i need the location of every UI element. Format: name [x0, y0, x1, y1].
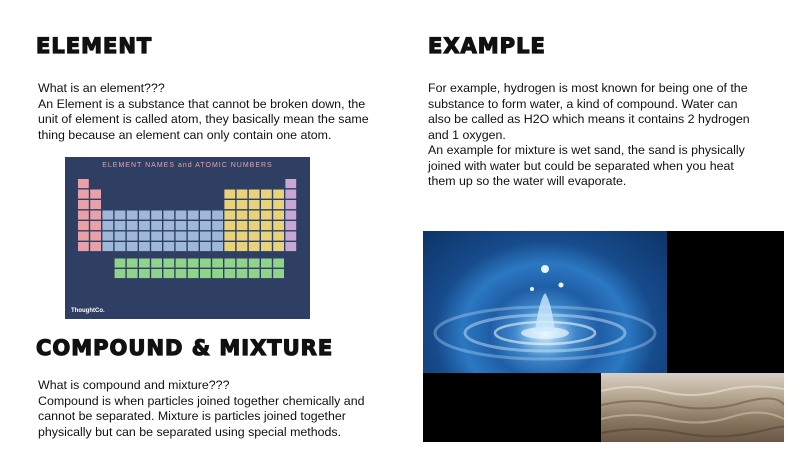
element-cell	[78, 242, 89, 251]
element-cell	[127, 232, 138, 241]
element-cell	[176, 232, 187, 241]
element-cell	[163, 221, 174, 230]
element-cell	[139, 221, 150, 230]
element-cell	[249, 232, 260, 241]
element-cell	[200, 211, 211, 220]
element-cell	[115, 221, 126, 230]
element-cell	[151, 242, 162, 251]
element-cell	[261, 242, 272, 251]
element-cell	[188, 221, 199, 230]
element-cell	[273, 190, 284, 199]
element-cell	[151, 221, 162, 230]
element-cell	[285, 221, 296, 230]
element-cell	[102, 211, 113, 220]
element-cell	[176, 211, 187, 220]
element-cell	[188, 211, 199, 220]
example-text-line: them up so the water will evaporate.	[428, 174, 627, 188]
element-cell	[115, 232, 126, 241]
element-cell	[151, 232, 162, 241]
element-cell	[261, 200, 272, 209]
example-text-line: joined with water but could be separated when you heat	[428, 158, 734, 173]
element-cell	[273, 200, 284, 209]
element-cell	[176, 242, 187, 251]
element-cell	[102, 242, 113, 251]
element-cell	[273, 232, 284, 241]
element-text-line: An Element is a substance that cannot be broken down, the	[38, 96, 366, 111]
element-cell	[163, 259, 174, 268]
element-cell	[163, 242, 174, 251]
element-cell	[285, 232, 296, 241]
element-cell	[151, 269, 162, 278]
compound-question: What is compound and mixture???	[38, 378, 230, 392]
element-cell	[237, 200, 248, 209]
element-cell	[261, 190, 272, 199]
element-cell	[212, 259, 223, 268]
water-splash-image	[423, 231, 667, 373]
element-cell	[273, 269, 284, 278]
example-heading: EXAMPLE	[428, 34, 546, 58]
element-cell	[261, 269, 272, 278]
element-cell	[188, 242, 199, 251]
element-cell	[249, 190, 260, 199]
element-cell	[273, 242, 284, 251]
element-question: What is an element???	[38, 81, 165, 95]
black-panel	[423, 373, 601, 442]
compound-text-line: Compound is when particles joined together chemically and	[38, 393, 365, 408]
element-cell	[151, 259, 162, 268]
element-cell	[163, 232, 174, 241]
element-cell	[261, 232, 272, 241]
element-cell	[78, 211, 89, 220]
element-heading: ELEMENT	[36, 34, 153, 58]
element-cell	[261, 221, 272, 230]
example-text-line: substance to form water, a kind of compound. Water can	[428, 96, 738, 111]
sand-ripples	[601, 373, 784, 442]
element-cell	[176, 221, 187, 230]
element-cell	[224, 242, 235, 251]
element-cell	[224, 200, 235, 209]
element-cell	[78, 200, 89, 209]
element-cell	[212, 211, 223, 220]
element-cell	[139, 259, 150, 268]
element-cell	[102, 221, 113, 230]
element-cell	[127, 242, 138, 251]
black-panel	[667, 231, 784, 373]
element-cell	[261, 211, 272, 220]
example-text-line: An example for mixture is wet sand, the sand is physically	[428, 143, 745, 157]
element-cell	[90, 211, 101, 220]
element-cell	[273, 211, 284, 220]
element-cell	[224, 221, 235, 230]
element-cell	[237, 269, 248, 278]
element-cell	[163, 269, 174, 278]
element-cell	[102, 232, 113, 241]
element-cell	[127, 269, 138, 278]
element-cell	[200, 259, 211, 268]
example-text-line: For example, hydrogen is most known for being one of the	[428, 81, 748, 95]
wet-sand-image	[601, 373, 784, 442]
element-cell	[224, 269, 235, 278]
element-cell	[261, 259, 272, 268]
element-cell	[212, 242, 223, 251]
element-cell	[237, 221, 248, 230]
element-cell	[200, 269, 211, 278]
element-cell	[285, 242, 296, 251]
element-cell	[200, 221, 211, 230]
element-cell	[78, 232, 89, 241]
element-cell	[188, 232, 199, 241]
element-cell	[176, 269, 187, 278]
thoughtco-logo: ThoughtCo.	[71, 308, 105, 314]
element-cell	[78, 190, 89, 199]
element-cell	[224, 232, 235, 241]
element-cell	[224, 259, 235, 268]
periodic-table-grid	[65, 157, 310, 319]
element-cell	[237, 190, 248, 199]
element-cell	[115, 269, 126, 278]
compound-paragraph	[38, 378, 398, 440]
element-cell	[273, 221, 284, 230]
element-cell	[212, 232, 223, 241]
element-cell	[127, 221, 138, 230]
compound-text-line: physically but can be separated using special methods.	[38, 424, 342, 439]
element-cell	[78, 221, 89, 230]
periodic-table-title: ELEMENT NAMES and ATOMIC NUMBERS	[102, 162, 273, 169]
element-cell	[115, 242, 126, 251]
element-cell	[139, 211, 150, 220]
element-text-line: unit of element is called atom, they basically mean the same	[38, 112, 369, 126]
element-cell	[139, 232, 150, 241]
element-cell	[163, 211, 174, 220]
example-text-line: and 1 oxygen.	[428, 127, 506, 142]
element-cell	[237, 232, 248, 241]
element-cell	[212, 269, 223, 278]
element-cell	[188, 259, 199, 268]
element-cell	[224, 190, 235, 199]
element-cell	[249, 221, 260, 230]
element-cell	[78, 179, 89, 188]
element-cell	[237, 259, 248, 268]
element-cell	[224, 211, 235, 220]
element-cell	[90, 221, 101, 230]
element-cell	[273, 259, 284, 268]
element-cell	[237, 242, 248, 251]
element-text-line: thing because an element can only contain one atom.	[38, 127, 332, 142]
element-cell	[212, 221, 223, 230]
element-cell	[90, 200, 101, 209]
element-cell	[285, 200, 296, 209]
element-cell	[127, 211, 138, 220]
periodic-table-image	[65, 157, 310, 319]
water-ripples	[423, 231, 667, 373]
element-cell	[139, 269, 150, 278]
element-cell	[90, 190, 101, 199]
example-text-line: also be called as H2O which means it contains 2 hydrogen	[428, 112, 750, 126]
element-cell	[200, 242, 211, 251]
compound-mixture-heading: COMPOUND & MIXTURE	[36, 336, 334, 360]
element-cell	[285, 211, 296, 220]
element-cell	[285, 179, 296, 188]
element-cell	[115, 259, 126, 268]
element-cell	[90, 242, 101, 251]
element-cell	[285, 190, 296, 199]
element-cell	[127, 259, 138, 268]
compound-text-line: cannot be separated. Mixture is particles joined together	[38, 409, 346, 423]
element-cell	[249, 211, 260, 220]
element-cell	[115, 211, 126, 220]
element-cell	[176, 259, 187, 268]
element-cell	[200, 232, 211, 241]
element-cell	[151, 211, 162, 220]
element-cell	[249, 269, 260, 278]
element-cell	[90, 232, 101, 241]
element-cell	[188, 269, 199, 278]
element-cell	[139, 242, 150, 251]
example-paragraph	[428, 81, 778, 190]
element-cell	[237, 211, 248, 220]
element-cell	[249, 259, 260, 268]
element-cell	[249, 200, 260, 209]
element-cell	[249, 242, 260, 251]
element-paragraph	[38, 81, 398, 143]
